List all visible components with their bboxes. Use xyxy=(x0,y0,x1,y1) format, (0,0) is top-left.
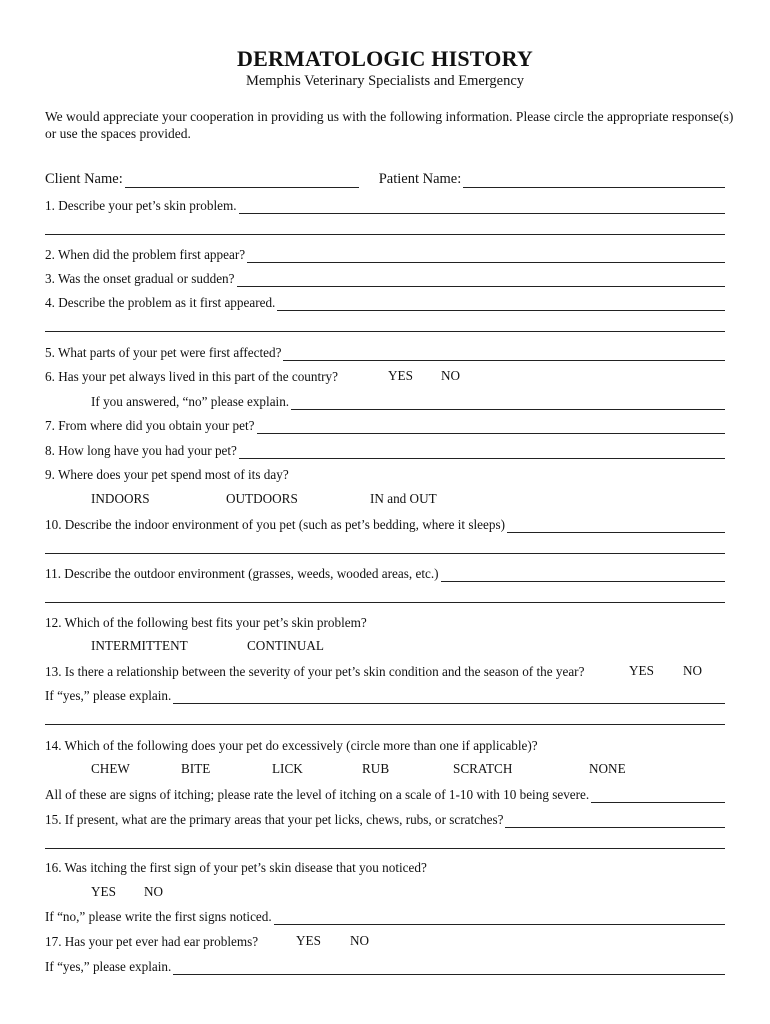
question-6-followup-text: If you answered, “no” please explain. xyxy=(91,394,290,409)
question-17-yes-option[interactable]: YES xyxy=(296,933,321,948)
question-13-no-option[interactable]: NO xyxy=(683,663,703,678)
question-11 xyxy=(45,562,725,582)
question-2-text: 2. When did the problem first appear? xyxy=(45,247,246,262)
question-15-text: 15. If present, what are the primary areas that your pet licks, chews, rubs, or scratches? xyxy=(45,812,504,827)
question-15-extra-line[interactable] xyxy=(45,848,725,849)
question-10-field[interactable] xyxy=(507,518,725,533)
question-9 xyxy=(45,463,725,483)
question-13 xyxy=(45,660,725,680)
question-1-field[interactable] xyxy=(239,199,725,214)
question-1 xyxy=(45,194,725,214)
form-title: DERMATOLOGIC HISTORY xyxy=(236,46,533,71)
question-16-no-option[interactable]: NO xyxy=(144,884,164,899)
question-14-option-lick[interactable]: LICK xyxy=(272,761,303,776)
itching-scale xyxy=(45,783,725,803)
question-6-followup-field[interactable] xyxy=(291,395,725,410)
question-5 xyxy=(45,341,725,361)
question-3-text: 3. Was the onset gradual or sudden? xyxy=(45,271,235,286)
question-12 xyxy=(45,611,725,631)
question-13-followup-text: If “yes,” please explain. xyxy=(45,688,172,703)
question-11-extra-line[interactable] xyxy=(45,602,725,603)
question-13-extra-line[interactable] xyxy=(45,724,725,725)
question-5-field[interactable] xyxy=(283,346,725,361)
question-16-followup-text: If “no,” please write the first signs noticed. xyxy=(45,909,272,924)
question-10-extra-line[interactable] xyxy=(45,553,725,554)
question-5-text: 5. What parts of your pet were first affected? xyxy=(45,345,282,360)
question-8 xyxy=(45,439,725,459)
question-16-followup xyxy=(45,905,725,925)
question-9-text: 9. Where does your pet spend most of its day? xyxy=(45,467,289,482)
question-11-field[interactable] xyxy=(441,567,725,582)
form-instructions: We would appreciate your cooperation in providing us with the following information. Please circle the appropriate response(s) or use the spaces provided. xyxy=(45,109,734,141)
question-9-option-in-and-out[interactable]: IN and OUT xyxy=(370,491,437,506)
question-16-followup-field[interactable] xyxy=(274,910,725,925)
question-16-text: 16. Was itching the first sign of your pet’s skin disease that you noticed? xyxy=(45,860,427,875)
question-7 xyxy=(45,414,725,434)
question-14-option-chew[interactable]: CHEW xyxy=(91,761,130,776)
question-14-option-rub[interactable]: RUB xyxy=(362,761,390,776)
question-13-yes-option[interactable]: YES xyxy=(629,663,654,678)
question-17-no-option[interactable]: NO xyxy=(350,933,370,948)
question-8-field[interactable] xyxy=(239,444,725,459)
question-15 xyxy=(45,808,725,828)
question-13-followup xyxy=(45,684,725,704)
question-6 xyxy=(45,365,725,385)
question-6-text: 6. Has your pet always lived in this part of the country? xyxy=(45,369,338,384)
question-13-followup-field[interactable] xyxy=(173,689,725,704)
question-4 xyxy=(45,291,725,311)
question-6-yes-option[interactable]: YES xyxy=(388,368,413,383)
question-17-followup xyxy=(45,955,725,975)
question-6-followup xyxy=(91,390,725,410)
question-11-text: 11. Describe the outdoor environment (grasses, weeds, wooded areas, etc.) xyxy=(45,566,439,581)
question-1-extra-line[interactable] xyxy=(45,234,725,235)
question-12-option-intermittent[interactable]: INTERMITTENT xyxy=(91,638,188,653)
question-14-option-none[interactable]: NONE xyxy=(589,761,626,776)
question-15-field[interactable] xyxy=(505,813,725,828)
question-12-text: 12. Which of the following best fits your pet’s skin problem? xyxy=(45,615,367,630)
itching-scale-text: All of these are signs of itching; please rate the level of itching on a scale of 1-10 with 10 being severe. xyxy=(45,787,590,802)
question-16-yes-option[interactable]: YES xyxy=(91,884,116,899)
question-17-followup-field[interactable] xyxy=(173,960,725,975)
question-14-option-scratch[interactable]: SCRATCH xyxy=(453,761,513,776)
question-14-text: 14. Which of the following does your pet do excessively (circle more than one if applicable)? xyxy=(45,738,538,753)
itching-scale-field[interactable] xyxy=(591,788,725,803)
question-14-option-bite[interactable]: BITE xyxy=(181,761,211,776)
question-3 xyxy=(45,267,725,287)
patient-name-label: Patient Name: xyxy=(378,171,462,187)
question-4-extra-line[interactable] xyxy=(45,331,725,332)
patient-name-field[interactable] xyxy=(463,173,725,188)
question-10-text: 10. Describe the indoor environment of you pet (such as pet’s bedding, where it sleeps) xyxy=(45,517,505,532)
question-7-text: 7. From where did you obtain your pet? xyxy=(45,418,255,433)
question-14 xyxy=(45,734,725,754)
question-12-option-continual[interactable]: CONTINUAL xyxy=(247,638,324,653)
question-13-text: 13. Is there a relationship between the severity of your pet’s skin condition and the season of the year? xyxy=(45,664,585,679)
question-7-field[interactable] xyxy=(257,419,726,434)
question-17-text: 17. Has your pet ever had ear problems? xyxy=(45,934,259,949)
question-17-followup-text: If “yes,” please explain. xyxy=(45,959,172,974)
client-name-field[interactable] xyxy=(125,173,359,188)
question-2-field[interactable] xyxy=(247,248,725,263)
question-8-text: 8. How long have you had your pet? xyxy=(45,443,237,458)
client-name-label: Client Name: xyxy=(45,171,123,187)
clinic-name: Memphis Veterinary Specialists and Emergency xyxy=(245,73,525,89)
question-1-text: 1. Describe your pet’s skin problem. xyxy=(45,198,237,213)
question-2 xyxy=(45,243,725,263)
question-17 xyxy=(45,930,725,950)
client-patient-row xyxy=(45,168,725,188)
question-9-option-outdoors[interactable]: OUTDOORS xyxy=(226,491,298,506)
question-6-no-option[interactable]: NO xyxy=(441,368,461,383)
question-9-option-indoors[interactable]: INDOORS xyxy=(91,491,150,506)
question-4-text: 4. Describe the problem as it first appeared. xyxy=(45,295,276,310)
question-4-field[interactable] xyxy=(277,296,725,311)
question-16 xyxy=(45,856,725,876)
question-3-field[interactable] xyxy=(237,272,726,287)
question-10 xyxy=(45,513,725,533)
